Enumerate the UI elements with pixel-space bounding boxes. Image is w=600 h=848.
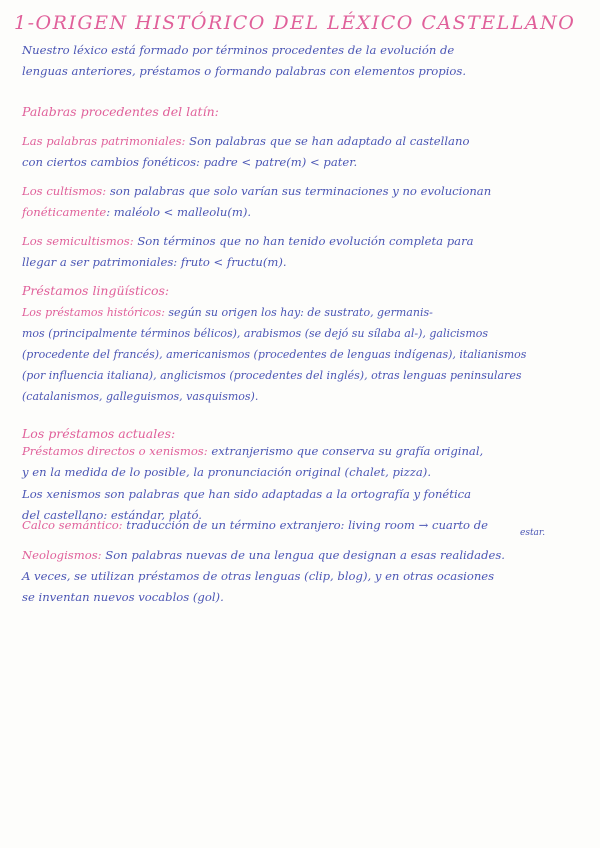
patrimoniales-text-1: Son palabras que se han adaptado al castellano [185, 134, 470, 148]
intro-line-1: Nuestro léxico está formado por términos procedentes de la evolución de [22, 43, 455, 57]
semicultismos-term: Los semicultismos: [22, 234, 134, 248]
historicos-text-3: (procedente del francés), americanismos (procedentes de lenguas indígenas), italianismos [22, 348, 527, 361]
semicultismos-text-2: llegar a ser patrimoniales: fruto < fructu(m). [22, 255, 287, 269]
xenismos-text-2: del castellano: estándar, plató. [22, 508, 202, 522]
semicultismos-text-1: Son términos que no han tenido evolución completa para [133, 234, 474, 248]
historicos-text-5: (catalanismos, galleguismos, vasquismos). [22, 390, 259, 403]
calco-text-1: traducción de un término extranjero: living room → cuarto de [122, 518, 488, 532]
calco-paragraph [22, 515, 587, 536]
intro-line-2: lenguas anteriores, préstamos o formando palabras con elementos propios. [22, 64, 467, 78]
intro-paragraph [22, 40, 587, 82]
patrimoniales-paragraph [22, 131, 587, 173]
historicos-text-4: (por influencia italiana), anglicismos (procedentes del inglés), otras lenguas peninsulares [22, 369, 522, 382]
neologismos-text-2: A veces, se utilizan préstamos de otras lenguas (clip, blog), y en otras ocasiones [22, 569, 495, 583]
historicos-paragraph [22, 302, 587, 407]
historicos-text-2: mos (principalmente términos bélicos), arabismos (se dejó su sílaba al-), galicismos [22, 327, 489, 340]
calco-note: estar. [520, 528, 546, 538]
prestamos-heading: Préstamos lingüísticos: [22, 283, 170, 298]
semicultismos-paragraph [22, 231, 587, 273]
historicos-term: Los préstamos históricos: [22, 306, 165, 319]
cultismos-text-1: son palabras que solo varían sus terminaciones y no evolucionan [106, 184, 492, 198]
calco-term: Calco semántico: [22, 518, 123, 532]
neologismos-text-3: se inventan nuevos vocablos (gol). [22, 590, 224, 604]
patrimoniales-text-2: con ciertos cambios fonéticos: padre < patre(m) < pater. [22, 155, 358, 169]
actuales-heading: Los préstamos actuales: [22, 426, 176, 441]
neologismos-text-1: Son palabras nuevas de una lengua que designan a esas realidades. [101, 548, 505, 562]
neologismos-paragraph [22, 545, 587, 608]
cultismos-text-2: : maléolo < malleolu(m). [106, 205, 252, 219]
latin-heading: Palabras procedentes del latín: [22, 104, 219, 119]
patrimoniales-term: Las palabras patrimoniales: [22, 134, 186, 148]
page-title: 1-ORIGEN HISTÓRICO DEL LÉXICO CASTELLANO [14, 12, 576, 34]
directos-paragraph [22, 441, 587, 483]
cultismos-paragraph [22, 181, 587, 223]
cultismos-term-2: fonéticamente [22, 205, 107, 219]
directos-text-1: extranjerismo que conserva su grafía original, [207, 444, 484, 458]
directos-term: Préstamos directos o xenismos: [22, 444, 208, 458]
xenismos-text-1: Los xenismos son palabras que han sido adaptadas a la ortografía y fonética [22, 487, 472, 501]
neologismos-term: Neologismos: [22, 548, 102, 562]
directos-text-2: y en la medida de lo posible, la pronunciación original (chalet, pizza). [22, 465, 432, 479]
historicos-text-1: según su origen los hay: de sustrato, germanis- [164, 306, 433, 319]
cultismos-term: Los cultismos: [22, 184, 107, 198]
